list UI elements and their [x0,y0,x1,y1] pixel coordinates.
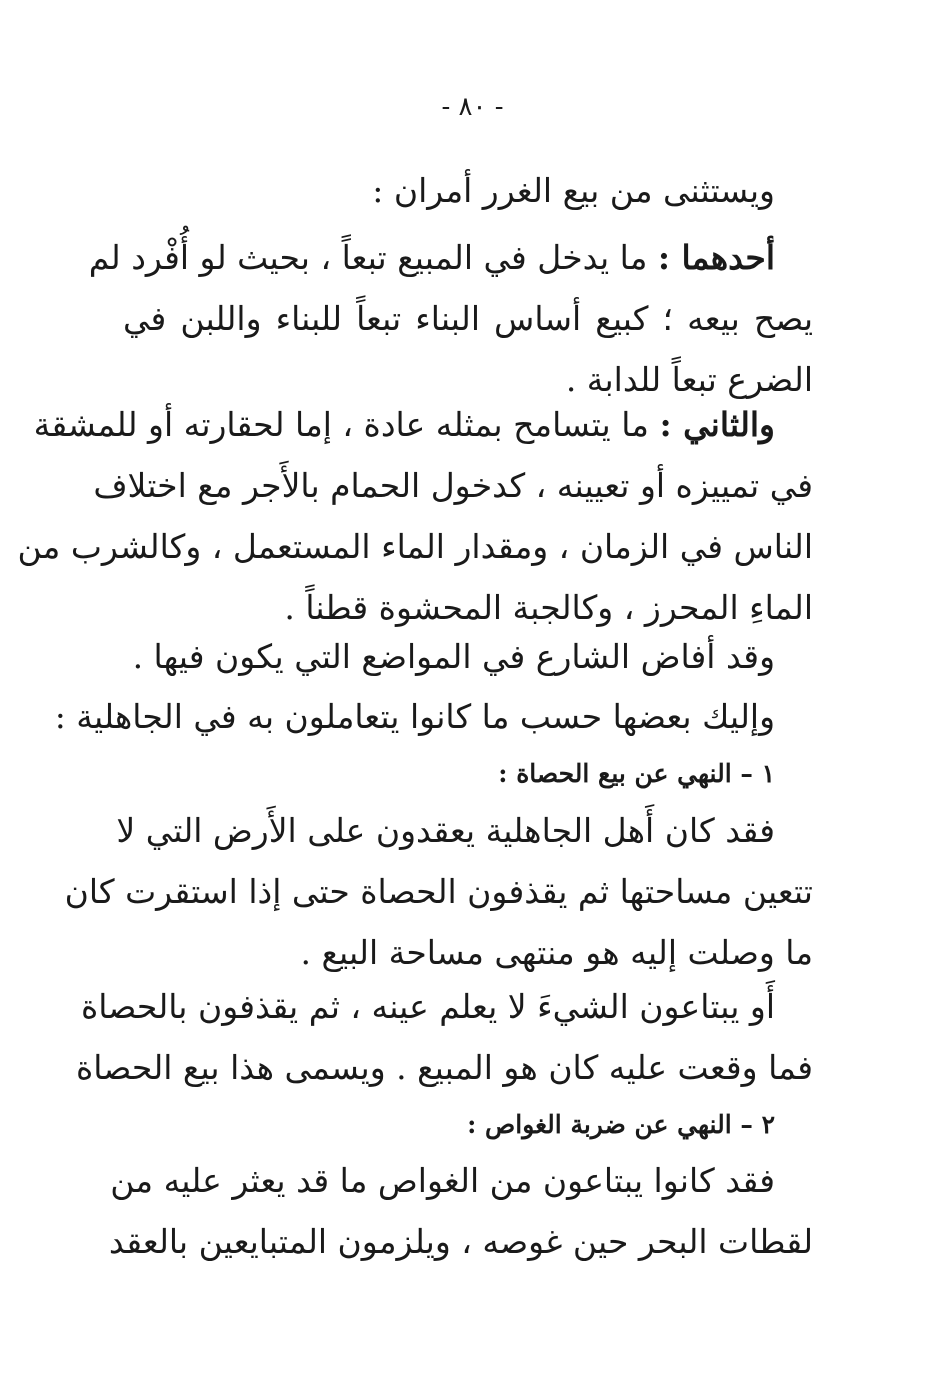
paragraph-intro [123,160,813,221]
paragraph-pebble-land [64,800,813,983]
lead-term: أحدهما : [657,238,775,277]
text-line: الضرع تبعاً للدابة . [565,360,813,399]
text-line: الماءِ المحرز ، وكالجبة المحشوة قطناً . [284,588,813,627]
text-line: وإليك بعضها حسب ما كانوا يتعاملون به في الجاهلية : [54,697,775,736]
text-line: في تمييزه أو تعيينه ، كدخول الحمام بالأَجر مع اختلاف [93,466,813,505]
text-line: فما وقعت عليه كان هو المبيع . ويسمى هذا بيع الحصاة [75,1048,813,1087]
text-line: يصح بيعه ؛ كبيع أساس البناء تبعاً للبناء واللبن في [123,299,813,338]
paragraph-diver [108,1150,813,1272]
heading-diver-strike [123,1103,813,1147]
text-line: لقطات البحر حين غوصه ، ويلزمون المتبايعين بالعقد [108,1222,813,1261]
text-line: فقد كان أَهل الجاهلية يعقدون على الأَرض التي لا [116,811,775,850]
text-line: تتعين مساحتها ثم يقذفون الحصاة حتى إذا استقرت كان [64,872,813,911]
text-line: ما وصلت إليه هو منتهى مساحة البيع . [300,933,813,972]
text-line: فقد كانوا يبتاعون من الغواص ما قد يعثر عليه من [110,1161,775,1200]
section-heading: ٢ – النهي عن ضربة الغواص : [467,1110,775,1139]
lead-term: والثاني : [659,405,775,444]
text-span: ما يتسامح بمثله عادة ، إما لحقارته أو للمشقة [33,405,649,444]
text-line [33,394,813,455]
text-span: ما يدخل في المبيع تبعاً ، بحيث لو أُفْرد لم [88,238,648,277]
paragraph-intro-list [54,686,813,747]
page-number: - ٨٠ - [441,92,504,122]
text-line: ويستثنى من بيع الغرر أمران : [372,171,775,210]
text-line: وقد أفاض الشارع في المواضع التي يكون فيها . [132,637,775,676]
heading-pebble-sale [123,752,813,796]
text-line [88,227,813,288]
section-heading: ١ – النهي عن بيع الحصاة : [498,759,775,788]
text-line: أَو يبتاعون الشيءَ لا يعلم عينه ، ثم يقذفون بالحصاة [80,987,775,1026]
paragraph-first-exception [88,227,813,410]
paragraph-second-exception [17,394,813,638]
text-line: الناس في الزمان ، ومقدار الماء المستعمل ، وكالشرب من [17,527,813,566]
paragraph-sharia [123,626,813,687]
paragraph-pebble-object [75,976,813,1098]
